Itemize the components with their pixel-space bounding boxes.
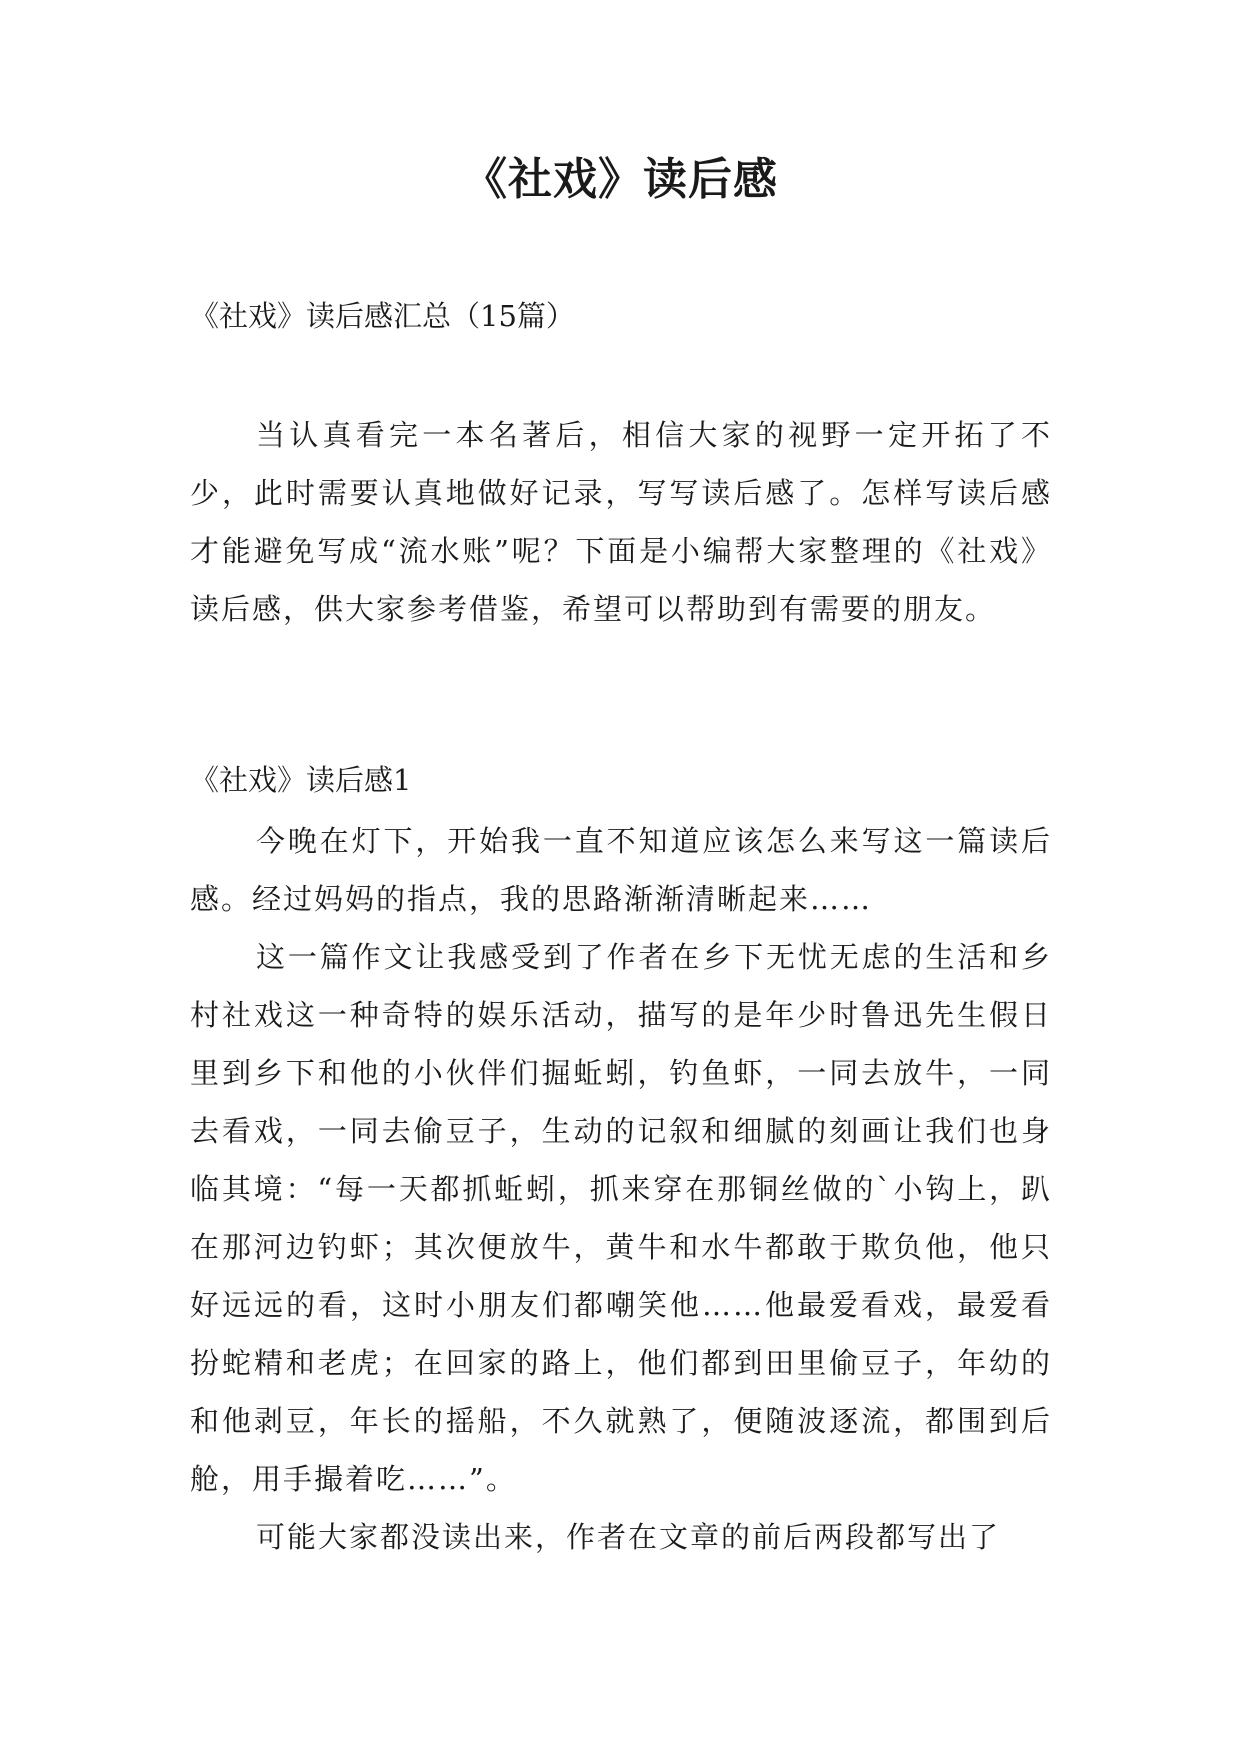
- body-paragraph: 这一篇作文让我感受到了作者在乡下无忧无虑的生活和乡村社戏这一种奇特的娱乐活动，描写的是年少时鲁迅先生假日里到乡下和他的小伙伴们掘蚯蚓，钓鱼虾，一同去放牛，一同去看戏，一同去偷豆子，生动的记叙和细腻的刻画让我们也身临其境：“每一天都抓蚯蚓，抓来穿在那铜丝做的`小钩上，趴在那河边钓虾；其次便放牛，黄牛和水牛都敢于欺负他，他只好远远的看，这时小朋友们都嘲笑他……他最爱看戏，最爱看扮蛇精和老虎；在回家的路上，他们都到田里偷豆子，年幼的和他剥豆，年长的摇船，不久就熟了，便随波逐流，都围到后舱，用手撮着吃……”。: [190, 940, 1052, 1496]
- body-paragraph: 今晚在灯下，开始我一直不知道应该怎么来写这一篇读后感。经过妈妈的指点，我的思路渐渐清晰起来……: [190, 824, 1052, 916]
- section-heading: 《社戏》读后感1: [190, 763, 412, 797]
- document-subtitle: 《社戏》读后感汇总（15篇）: [190, 299, 575, 333]
- body-paragraph: 可能大家都没读出来，作者在文章的前后两段都写出了: [256, 1520, 1001, 1554]
- document-title: 《社戏》读后感: [463, 154, 778, 205]
- intro-paragraph: 当认真看完一本名著后，相信大家的视野一定开拓了不少，此时需要认真地做好记录，写写读后感了。怎样写读后感才能避免写成“流水账”呢？下面是小编帮大家整理的《社戏》读后感，供大家参考借鉴，希望可以帮助到有需要的朋友。: [190, 418, 1052, 626]
